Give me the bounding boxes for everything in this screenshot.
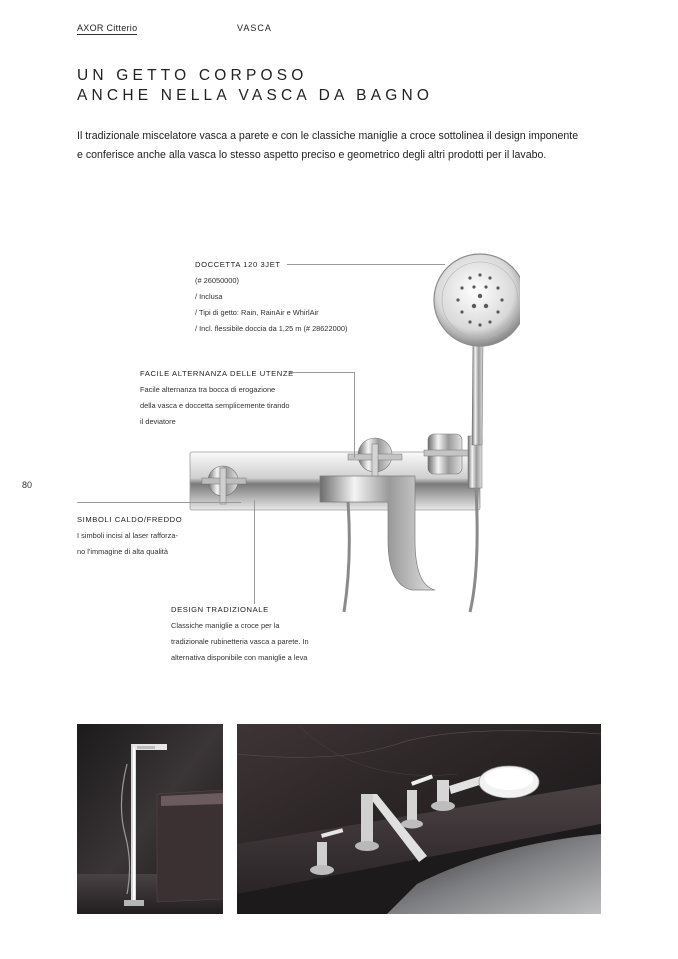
callout-alternanza-title: FACILE ALTERNANZA DELLE UTENZE	[140, 369, 294, 378]
photo-freestanding-mixer	[77, 724, 223, 914]
callout-design	[171, 602, 371, 666]
hand-shower-handle	[472, 340, 483, 445]
callout-alternanza-line: della vasca e doccetta semplicemente tirando	[140, 401, 290, 410]
intro-line-2: e conferisce anche alla vasca lo stesso aspetto preciso e geometrico degli altri prodotti per il lavabo.	[77, 149, 547, 161]
callout-design-line: Classiche maniglie a croce per la	[171, 621, 280, 630]
intro-line-1: Il tradizionale miscelatore vasca a parete e con le classiche maniglie a croce sottolinea il design imponente	[77, 130, 579, 142]
freestanding-mixer-image	[77, 724, 223, 914]
leader-simboli	[77, 502, 241, 503]
callout-doccetta-line: (# 26050000)	[195, 276, 239, 285]
callout-alternanza	[140, 366, 340, 430]
callout-doccetta-line: / Incl. flessibile doccia da 1,25 m (# 28622000)	[195, 324, 348, 333]
intro-paragraph	[77, 127, 617, 165]
header-brand: AXOR Citterio	[77, 23, 138, 33]
header-section: VASCA	[237, 23, 272, 33]
callout-doccetta-line: / Inclusa	[195, 292, 223, 301]
leader-design	[254, 500, 255, 604]
callout-alternanza-line: Facile alternanza tra bocca di erogazione	[140, 385, 276, 394]
hand-shower-head	[434, 254, 520, 346]
callout-alternanza-line: il deviatore	[140, 417, 176, 426]
callout-design-line: alternativa disponibile con maniglie a leva	[171, 653, 308, 662]
callout-simboli	[77, 512, 217, 560]
callout-simboli-line: I simboli incisi al laser rafforza-	[77, 531, 178, 540]
callout-simboli-line: no l'immagine di alta qualità	[77, 547, 168, 556]
page-title-line-1: UN GETTO CORPOSO	[77, 67, 308, 84]
photo-deck-mixer	[237, 724, 601, 914]
callout-design-title: DESIGN TRADIZIONALE	[171, 605, 269, 614]
deck-mixer-image	[237, 724, 601, 914]
page-number: 80	[22, 480, 33, 490]
callout-doccetta-title: DOCCETTA 120 3JET	[195, 260, 281, 269]
callout-doccetta-line: / Tipi di getto: Rain, RainAir e WhirlAir	[195, 308, 319, 317]
leader-alternanza-v	[354, 372, 355, 458]
shower-hose-left	[344, 502, 349, 612]
page-title	[77, 66, 433, 106]
callout-doccetta	[195, 257, 425, 337]
page-title-line-2: ANCHE NELLA VASCA DA BAGNO	[77, 87, 434, 104]
callout-simboli-title: SIMBOLI CALDO/FREDDO	[77, 515, 183, 524]
callout-design-line: tradizionale rubinetteria vasca a parete. In	[171, 637, 309, 646]
